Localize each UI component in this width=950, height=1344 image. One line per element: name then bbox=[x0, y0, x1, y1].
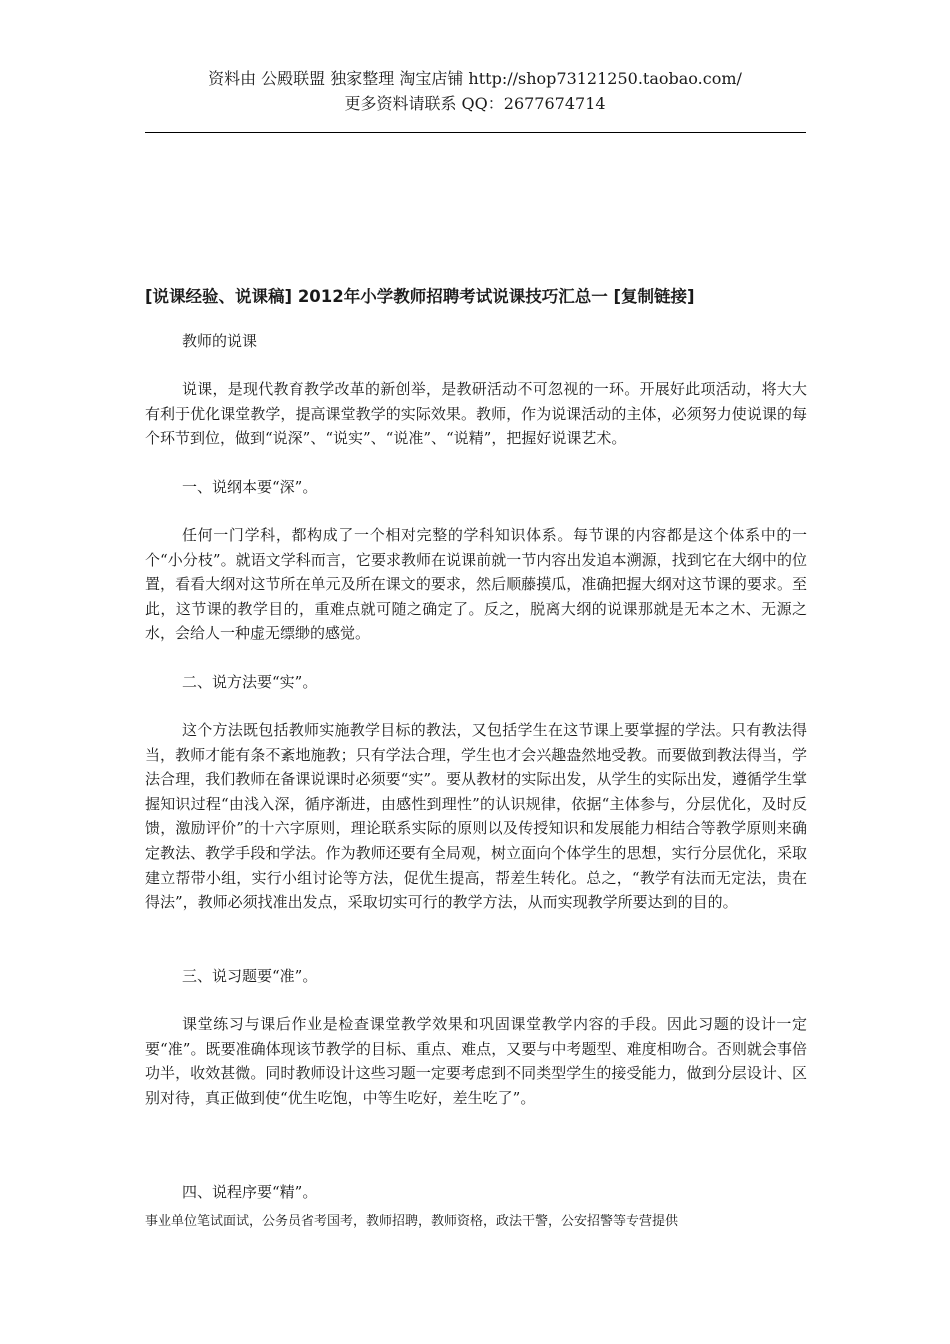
section-heading-2: 二、说方法要“实”。 bbox=[182, 673, 318, 691]
paragraph-intro: 说课，是现代教育教学改革的新创举，是教研活动不可忽视的一环。开展好此项活动，将大大有利于优化课堂教学，提高课堂教学的实际效果。教师，作为说课活动的主体，必须努力使说课的每个环节到位，做到“说深”、“说实”、“说准”、“说精”，把握好说课艺术。 bbox=[145, 380, 807, 448]
paragraph-section-3: 课堂练习与课后作业是检查课堂教学效果和巩固课堂教学内容的手段。因此习题的设计一定要“准”。既要准确体现该节教学的目标、重点、难点，又要与中考题型、难度相吻合。否则就会事倍功半，收效甚微。同时教师设计这些习题一定要考虑到不同类型学生的接受能力，做到分层设计、区别对待，真正做到使“优生吃饱，中等生吃好，差生吃了”。 bbox=[145, 1015, 807, 1107]
section-heading-3: 三、说习题要“准”。 bbox=[182, 967, 318, 985]
article-title: [说课经验、说课稿] 2012年小学教师招聘考试说课技巧汇总一 [复制链接] bbox=[145, 287, 695, 306]
paragraph-intro-heading: 教师的说课 bbox=[182, 332, 258, 350]
paragraph-section-1: 任何一门学科，都构成了一个相对完整的学科知识体系。每节课的内容都是这个体系中的一个“小分枝”。就语文学科而言，它要求教师在说课前就一节内容出发追本溯源，找到它在大纲中的位置，看看大纲对这节所在单元及所在课文的要求，然后顺藤摸瓜，准确把握大纲对这节课的要求。至此，这节课的教学目的，重难点就可随之确定了。反之，脱离大纲的说课那就是无本之木、无源之水，会给人一种虚无缥缈的感觉。 bbox=[145, 526, 807, 643]
section-heading-4: 四、说程序要“精”。 bbox=[182, 1183, 318, 1201]
header-line-2: 更多资料请联系 QQ：2677674714 bbox=[344, 94, 606, 113]
page-header bbox=[0, 66, 950, 116]
header-divider bbox=[145, 132, 806, 133]
section-heading-1: 一、说纲本要“深”。 bbox=[182, 478, 318, 496]
header-line-1: 资料由 公殿联盟 独家整理 淘宝店铺 http://shop73121250.taobao.com/ bbox=[208, 69, 742, 88]
paragraph-section-2: 这个方法既包括教师实施教学目标的教法，又包括学生在这节课上要掌握的学法。只有教法得当，教师才能有条不紊地施教；只有学法合理，学生也才会兴趣盎然地受教。而要做到教法得当，学法合理，我们教师在备课说课时必须要“实”。要从教材的实际出发，从学生的实际出发，遵循学生掌握知识过程“由浅入深，循序渐进，由感性到理性”的认识规律，依据“主体参与，分层优化，及时反馈，激励评价”的十六字原则，理论联系实际的原则以及传授知识和发展能力相结合等教学原则来确定教法、教学手段和学法。作为教师还要有全局观，树立面向个体学生的思想，实行分层优化，采取建立帮带小组，实行小组讨论等方法，促优生提高，帮差生转化。总之，“教学有法而无定法，贵在得法”，教师必须找准出发点，采取切实可行的教学方法，从而实现教学所要达到的目的。 bbox=[145, 721, 807, 912]
page-footer: 事业单位笔试面试，公务员省考国考，教师招聘，教师资格，政法干警，公安招警等专营提供 bbox=[145, 1214, 679, 1229]
